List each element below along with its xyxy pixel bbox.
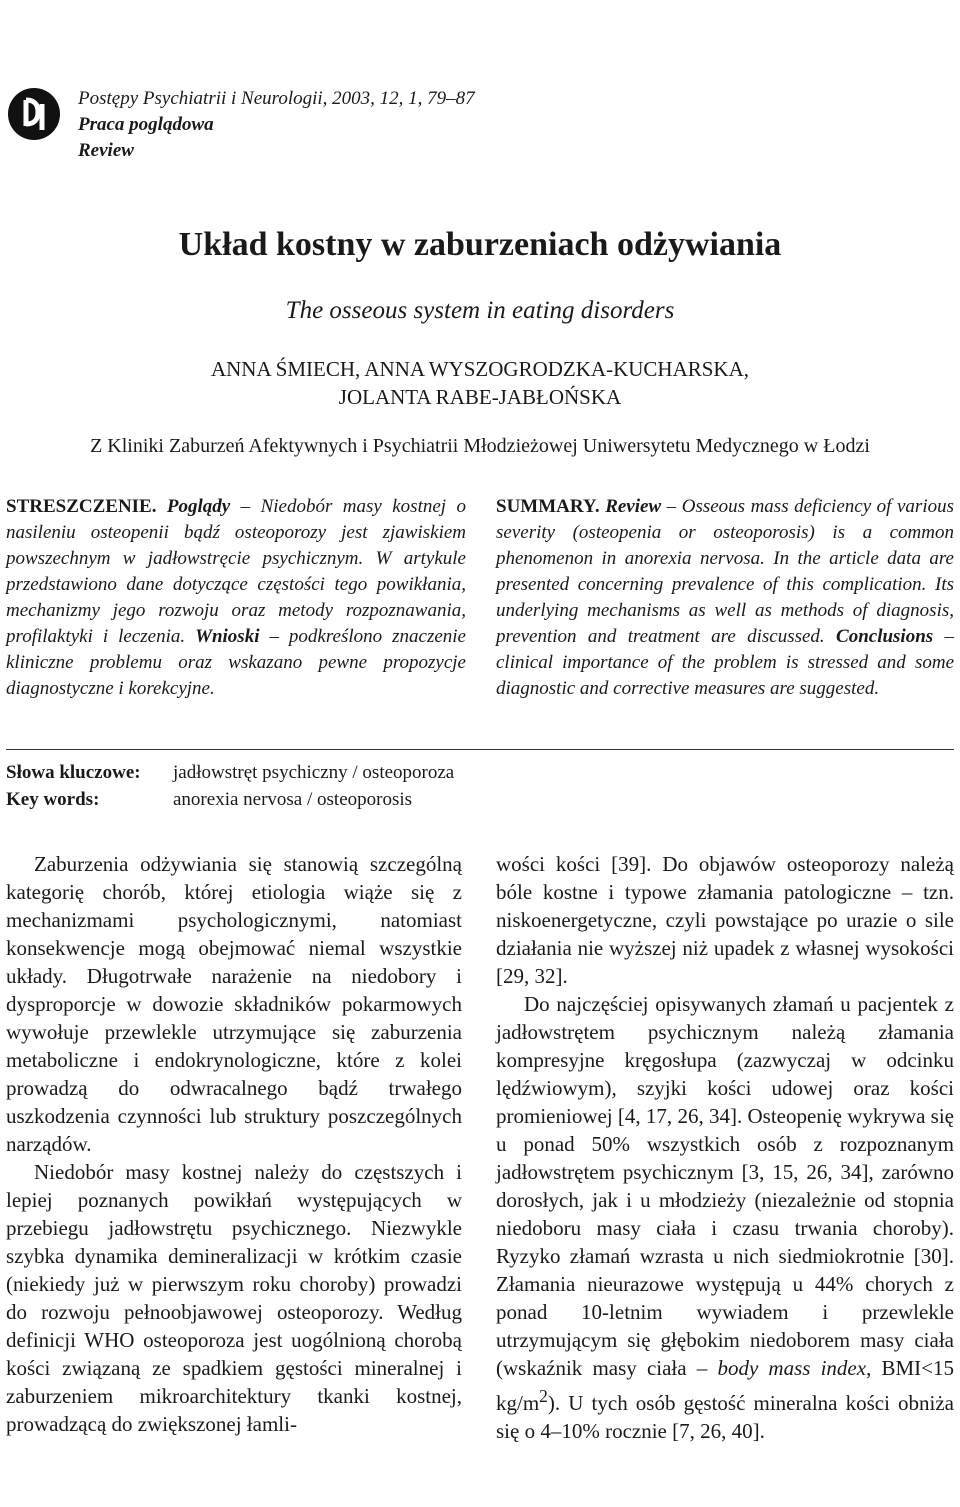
abstract-english (496, 494, 954, 702)
body-column-left (6, 850, 462, 1438)
affiliation: Z Kliniki Zaburzeń Afektywnych i Psychiatrii Młodzieżowej Uniwersytetu Medycznego w Łodzi (90, 435, 870, 457)
body-text: , BMI<15 kg/m (496, 1356, 955, 1415)
keywords-en-label: Key words: (6, 789, 100, 810)
keywords-pl-value: jadłowstręt psychiczny / osteoporoza (173, 762, 455, 783)
keywords-en (6, 789, 412, 811)
body-column-right (496, 850, 954, 1445)
journal-header (78, 86, 475, 164)
body-text: Do najczęściej opisywanych złamań u pacjentek z jadłowstrętem psychicznym należą złamania kompresyjne kręgosłupa (zazwyczaj w odcinku lędźwiowym), szyjki kości udowej oraz kości promieniowej [4, 17, 26, 34]. Osteopenię wykrywa się u ponad 50% wszystkich osób z rozpoznanym jadłowstrętem psychicznym [3, 15, 26, 34], zarówno dorosłych, jak i u młodzieży (niezależnie od stopnia niedoboru masy ciała i czasu trwania choroby). Ryzyko złamań wzrasta u nich siedmiokrotnie [30]. Złamania nieurazowe występują u 44% chorych z ponad 10-letnim wywiadem i przewlekle utrzymującym się głębokim niedoborem masy ciała (wskaźnik masy ciała – (496, 992, 954, 1380)
body-paragraph: wości kości [39]. Do objawów osteoporozy należą bóle kostne i typowe złamania patologiczne – tzn. niskoenergetyczne, czyli powstające po urazie o sile działania nie wyższej niż upadek z własnej wysokości [29, 32]. (496, 852, 954, 988)
article-title: Układ kostny w zaburzeniach odżywiania (178, 226, 782, 263)
paper-type-en: Review (78, 140, 134, 161)
abstract-pl-text-1: – Niedobór masy kostnej o nasileniu osteopenii bądź osteoporozy jest zjawiskiem powszechnym w jadłowstręcie psychicznym. W artykule przedstawiono dane dotyczące częstości tego powikłania, mechanizmy jego rozwoju oraz metody rozpoznawania, profilaktyki i leczenia. (6, 496, 466, 647)
abstract-polish (6, 494, 466, 702)
abstract-en-text-1: – Osseous mass deficiency of various severity (osteopenia or osteoporosis) is a common phenomenon in anorexia nervosa. In the article data are presented concerning prevalence of this complication. Its underlying mechanisms as well as methods of diagnosis, prevention and treatment are discussed. (496, 496, 954, 647)
abstract-pl-lead-1: Poglądy (166, 496, 231, 517)
abstract-en-heading: SUMMARY. (496, 496, 600, 517)
body-term-italic: body mass index (717, 1356, 867, 1380)
journal-logo-icon (6, 86, 62, 142)
keywords-en-value: anorexia nervosa / osteoporosis (173, 789, 413, 810)
abstract-en-lead-2: Conclusions (836, 626, 934, 647)
superscript: 2 (539, 1386, 548, 1406)
body-paragraph: Niedobór masy kostnej należy do częstszych i lepiej poznanych powikłań występujących w przebiegu jadłowstrętu psychicznego. Niezwykle szybka dynamika demineralizacji w krótkim czasie (niekiedy już w pierwszym roku choroby) prowadzi do rozwoju pełnoobjawowej osteoporozy. Według definicji WHO osteoporoza jest uogólnioną chorobą kości związaną ze spadkiem gęstości mineralnej i zaburzeniem mikroarchitektury tkanki kostnej, prowadzącą do zwiększonej łamli- (6, 1160, 462, 1436)
body-paragraph: Zaburzenia odżywiania się stanowią szczególną kategorię chorób, której etiologia wiąże się z mechanizmami psychologicznymi, natomiast konsekwencje mogą obejmować niemal wszystkie układy. Długotrwałe narażenie na niedobory i dysproporcje w dowozie składników pokarmowych wywołuje przewlekle utrzymujące się zaburzenia metaboliczne i endokrynologiczne, które z kolei prowadzą do odwracalnego bądź trwałego uszkodzenia czynności lub struktury poszczególnych narządów. (6, 852, 462, 1156)
abstract-pl-heading: STRESZCZENIE. (6, 496, 157, 517)
body-text: ). U tych osób gęstość mineralna kości obniża się o 4–10% rocznie [7, 26, 40]. (496, 1391, 954, 1443)
abstract-en-lead-1: Review (605, 496, 662, 517)
abstract-en-text-2: – clinical importance of the problem is stressed and some diagnostic and corrective measures are suggested. (496, 626, 955, 699)
abstract-pl-text-2: – podkreślono znaczenie kliniczne problemu oraz wskazano pewne propozycje diagnostyczne i korekcyjne. (6, 626, 466, 699)
paper-type: Praca poglądowa (78, 114, 214, 135)
divider (6, 749, 954, 750)
journal-citation: Postępy Psychiatrii i Neurologii, 2003, 12, 1, 79–87 (78, 88, 475, 109)
abstract-pl-lead-2: Wnioski (195, 626, 260, 647)
body-paragraph (496, 990, 954, 1445)
author-list (0, 355, 960, 411)
authors-line-2: JOLANTA RABE-JABŁOŃSKA (338, 385, 622, 409)
article-subtitle: The osseous system in eating disorders (285, 297, 675, 324)
keywords-pl-label: Słowa kluczowe: (6, 762, 141, 783)
authors-line-1: ANNA ŚMIECH, ANNA WYSZOGRODZKA-KUCHARSKA, (210, 357, 750, 381)
keywords-pl (6, 762, 454, 784)
